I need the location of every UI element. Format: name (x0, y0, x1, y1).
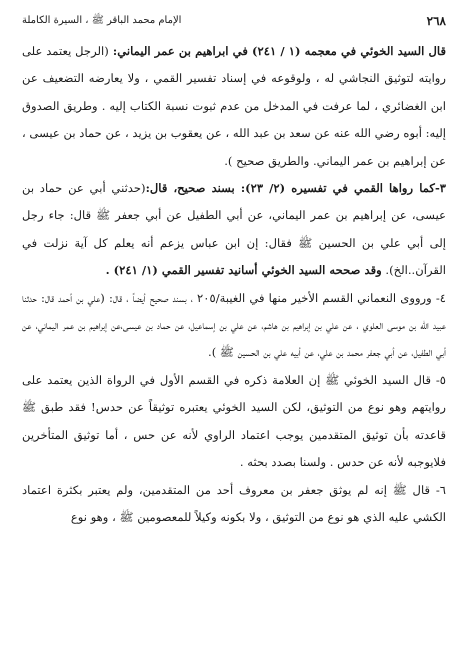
body-text (22, 38, 446, 531)
page-number: ٢٦٨ (426, 14, 446, 28)
paragraph-text: ٤- ورووى النعماني القسم الأخير منها في الغيبة/٢٠٥ ، بسند صحيح أيضاً ، قال: (علي بن أحمد قال: حدثنا عبيد الله بن موسى العلوي ، عن علي بن إبراهيم بن هاشم، عن علي بن إسماعيل، عن حماد بن عيسى،عن إبراهيم بن عمر اليماني، عن أبي الطفيل، عن أبي جعفر محمد بن علي، عن أبيه علي بن الحسين ﷺ ). (22, 290, 447, 360)
paragraph-text: (الرجل يعتمد على روايته لتوثيق النجاشي له ، ولوقوعه في إسناد تفسير القمي ، ولا يعارضه التضعيف عن ابن الغضائري ، لما عرفت في المدخل من عدم ثبوت نسبة الكتاب إليه . وطريق الصدوق إليه: أبوه رضي الله عنه عن سعد بن عبد الله ، عن يعقوب بن يزيد ، عن حماد بن عيسى ، عن إبراهيم بن عمر اليماني. والطريق صحيح ). (22, 44, 446, 168)
paragraph-text: (حدثني أبي عن حماد بن عيسى، عن إبراهيم بن عمر اليماني، عن أبي الطفيل عن أبي جعفر ﷺ قال: جاء رجل إلى أبي علي بن الحسين ﷺ فقال: إن ابن عباس يزعم أنه يعلم كل آية نزلت في القرآن..الخ). (22, 181, 446, 278)
paragraph-lead: قال السيد الخوئي في معجمه (١ / ٢٤١) في ابراهيم بن عمر اليماني: (108, 44, 446, 58)
page-header (22, 10, 446, 32)
paragraph-2 (22, 175, 446, 285)
paragraph-text: ٥- قال السيد الخوئي ﷺ إن العلامة ذكره في القسم الأول في الرواة الذين يعتمد على روايتهم وهو نوع من التوثيق، لكن السيد الخوئي يعتبره توثيقاً عن حدس! فقد طبق ﷺ قاعدته بأن توثيق المتقدمين يوجب اعتماد الراوي لأنه عن حس ، أما توثيق المتأخرين فلايوجبه لأنه عن حدس . ولسنا بصدد بحثه . (22, 372, 446, 470)
page-body (22, 38, 446, 531)
running-title: الإمام محمد الباقر ﷺ ، السيرة الكاملة (22, 15, 182, 26)
paragraph-lead: ٣-كما رواها القمي في تفسيره (٢/ ٢٣): بسند صحيح، قال: (145, 181, 446, 196)
paragraph-5 (22, 477, 446, 532)
paragraph-1 (22, 38, 446, 175)
paragraph-text: ٦- قال ﷺ إنه لم يوثق جعفر بن معروف أحد من المتقدمين، ولم يعتبر بكثرة اعتماد الكشي عليه الذي هو نوع من التوثيق ، ولا بكونه وكيلاً للمعصومين ﷺ ، وهو نوع (22, 482, 446, 524)
paragraph-3 (22, 285, 446, 367)
paragraph-tail: وقد صححه السيد الخوئي أسانيد تفسير القمي (١/ ٢٤١) . (105, 263, 382, 278)
paragraph-4 (22, 367, 446, 477)
